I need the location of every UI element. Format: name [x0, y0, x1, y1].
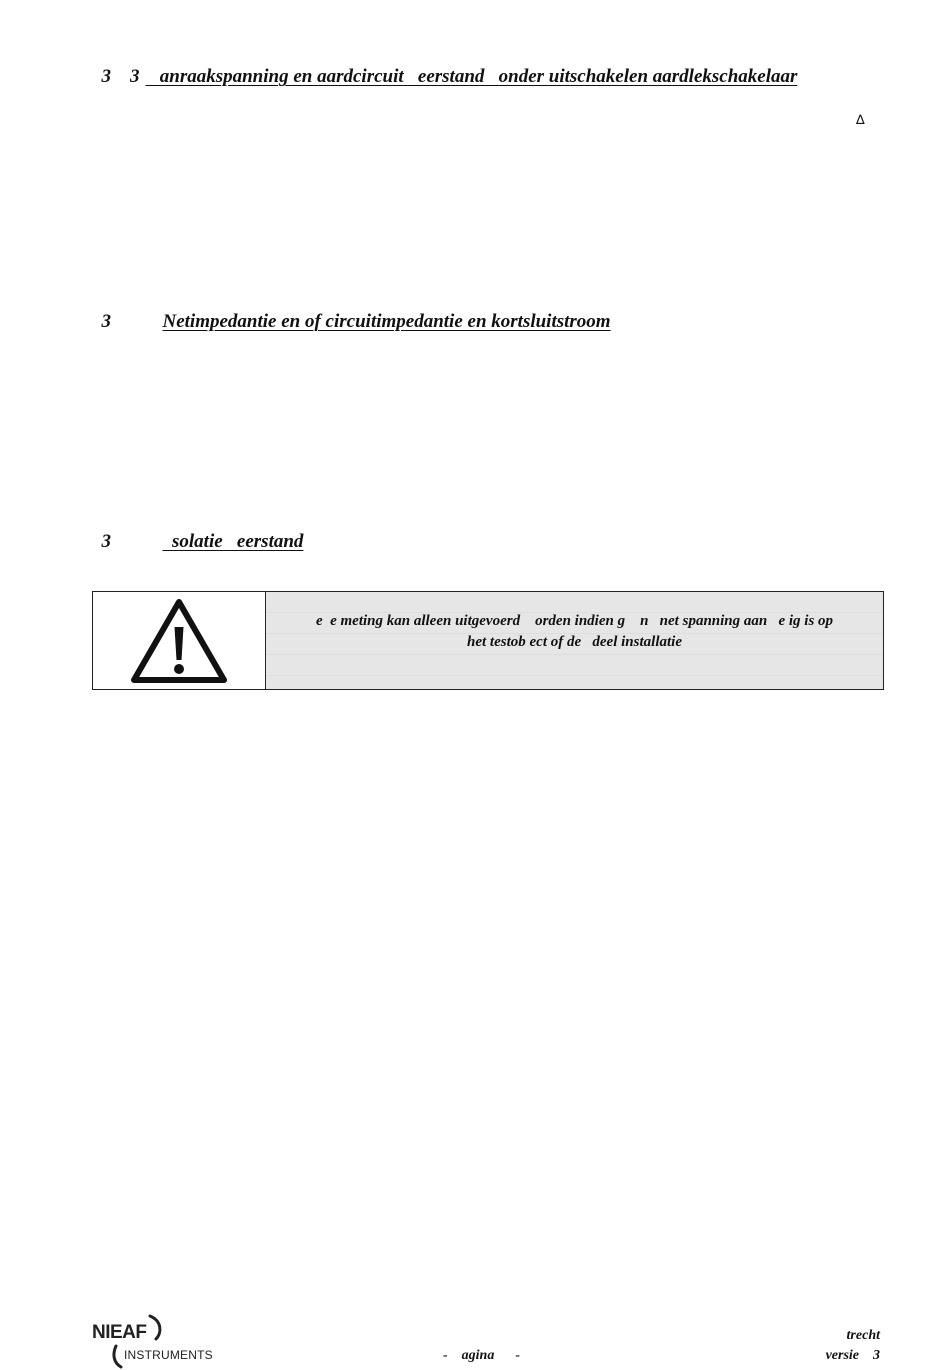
section-title: solatie eerstand	[162, 531, 304, 552]
footer-version: versie 3	[825, 1348, 880, 1363]
delta-symbol: ∆	[856, 113, 865, 128]
warning-text-line-2: het testob ect of de deel installatie	[467, 634, 682, 650]
warning-text-line-1: e e meting kan alleen uitgevoerd orden indien g n net spanning aan e ig is op	[315, 613, 834, 629]
warning-icon-cell	[93, 592, 266, 689]
section-title: anraakspanning en aardcircuit eerstand onder uitschakelen aardlekschakelaar	[145, 66, 798, 87]
section-heading-1	[92, 44, 797, 88]
section-title-2	[153, 289, 611, 333]
footer-location: trecht	[846, 1328, 880, 1343]
section-title-3	[153, 509, 303, 553]
section-title: Netimpedantie en of circuitimpedantie en kortsluitstroom	[162, 311, 611, 332]
page-number: - agina -	[443, 1348, 520, 1363]
logo-wordmark: NIEAF	[92, 1322, 147, 1343]
logo-subtitle: INSTRUMENTS	[124, 1348, 213, 1362]
section-number: 3	[101, 531, 111, 552]
company-logo	[90, 1313, 220, 1369]
warning-triangle-icon	[129, 597, 229, 685]
section-number: 3	[101, 311, 111, 332]
section-heading-3	[92, 509, 111, 553]
section-heading-2	[92, 289, 111, 333]
warning-text-cell	[266, 592, 883, 689]
section-number: 3 3	[101, 66, 140, 87]
warning-box	[92, 591, 884, 690]
